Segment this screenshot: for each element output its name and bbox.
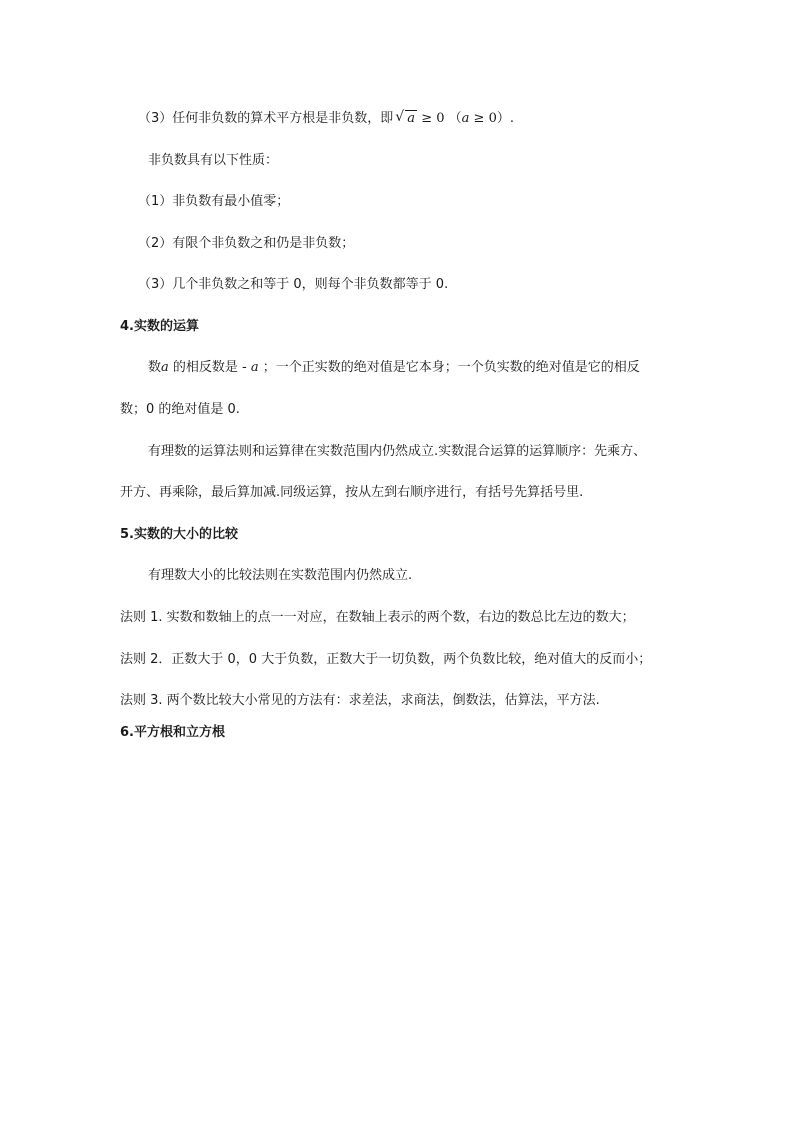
opposite-number-text [148, 359, 640, 377]
text-segment: ）. [496, 111, 514, 126]
condition-variable: a [461, 111, 470, 126]
section-heading-6: 6.平方根和立方根 [120, 725, 225, 740]
variable-a: a [250, 360, 259, 375]
radicand: a [407, 111, 416, 126]
opposite-number-text-cont: 数；0 的绝对值是 0. [120, 402, 240, 417]
section-heading-4: 4.实数的运算 [120, 319, 199, 334]
property-3-sqrt-nonnegative [138, 110, 514, 128]
comparison-rule-3: 法则 3. 两个数比较大小常见的方法有：求差法，求商法，倒数法，估算法，平方法. [120, 693, 600, 708]
comparison-rule-1: 法则 1. 实数和数轴上的点一一对应，在数轴上表示的两个数，右边的数总比左边的数大； [120, 610, 635, 625]
radical-sign-icon: √ [395, 109, 405, 125]
text-segment: 的相反数是 - [168, 360, 251, 375]
section-heading-5: 5.实数的大小的比较 [120, 527, 238, 542]
properties-intro: 非负数具有以下性质： [148, 153, 279, 168]
text-segment: （3）任何非负数的算术平方根是非负数，即 [138, 111, 394, 126]
nonneg-property-2: （2）有限个非负数之和仍是非负数； [138, 236, 355, 251]
condition-inequality: ≥ 0 [469, 111, 497, 126]
nonneg-property-3: （3）几个非负数之和等于 0，则每个非负数都等于 0. [138, 277, 449, 292]
operation-rules-text-cont: 开方、再乘除，最后算加减.同级运算，按从左到右顺序进行，有括号先算括号里. [120, 485, 584, 500]
text-segment: （ [448, 111, 462, 126]
text-segment: ；一个正实数的绝对值是它本身；一个负实数的绝对值是它的相反 [258, 360, 640, 375]
operation-rules-text: 有理数的运算法则和运算律在实数范围内仍然成立.实数混合运算的运算顺序：先乘方、 [148, 444, 647, 459]
variable-a: a [161, 360, 169, 375]
inequality: ≥ 0 [421, 111, 445, 126]
comparison-rule-2: 法则 2．正数大于 0，0 大于负数，正数大于一切负数，两个负数比较，绝对值大的反而小； [120, 652, 652, 667]
comparison-intro: 有理数大小的比较法则在实数范围内仍然成立. [148, 568, 413, 583]
nonneg-property-1: （1）非负数有最小值零； [138, 194, 290, 209]
sqrt-expression [395, 110, 417, 128]
text-segment: 数 [148, 360, 162, 375]
